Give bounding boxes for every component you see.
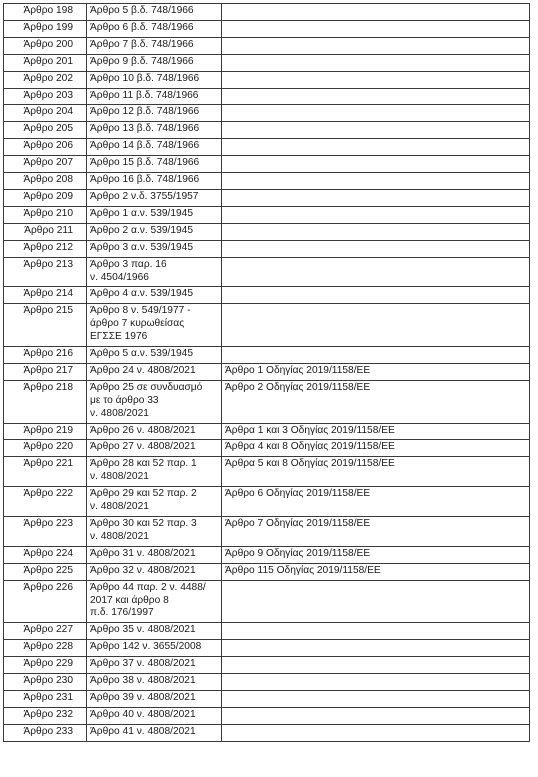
table-row [4,690,530,707]
table-row [4,640,530,657]
new-article-cell: Άρθρο 202 [4,71,87,88]
table-row [4,487,530,517]
new-article-cell: Άρθρο 207 [4,156,87,173]
eu-directive-cell: Άρθρα 5 και 8 Οδηγίας 2019/1158/ΕΕ [222,457,530,487]
source-provision-cell: Άρθρο 3 α.ν. 539/1945 [87,240,222,257]
new-article-cell: Άρθρο 221 [4,457,87,487]
eu-directive-cell: Άρθρο 1 Οδηγίας 2019/1158/ΕΕ [222,363,530,380]
new-article-cell: Άρθρο 220 [4,440,87,457]
source-provision-cell: Άρθρο 4 α.ν. 539/1945 [87,287,222,304]
source-provision-cell: Άρθρο 3 παρ. 16 ν. 4504/1966 [87,257,222,287]
new-article-cell: Άρθρο 200 [4,37,87,54]
source-provision-cell: Άρθρο 14 β.δ. 748/1966 [87,139,222,156]
source-provision-cell: Άρθρο 10 β.δ. 748/1966 [87,71,222,88]
eu-directive-cell: Άρθρο 2 Οδηγίας 2019/1158/ΕΕ [222,380,530,423]
table-row [4,674,530,691]
table-row [4,156,530,173]
source-provision-cell: Άρθρο 1 α.ν. 539/1945 [87,206,222,223]
table-row [4,657,530,674]
source-provision-cell: Άρθρο 44 παρ. 2 ν. 4488/ 2017 και άρθρο 8 π.δ. 176/1997 [87,580,222,623]
table-row [4,71,530,88]
source-provision-cell: Άρθρο 5 α.ν. 539/1945 [87,347,222,364]
new-article-cell: Άρθρο 208 [4,173,87,190]
eu-directive-cell [222,54,530,71]
new-article-cell: Άρθρο 233 [4,724,87,741]
eu-directive-cell [222,674,530,691]
source-provision-cell: Άρθρο 12 β.δ. 748/1966 [87,105,222,122]
eu-directive-cell [222,206,530,223]
correlation-table-page [3,3,530,742]
eu-directive-cell [222,122,530,139]
new-article-cell: Άρθρο 203 [4,88,87,105]
source-provision-cell: Άρθρο 2 α.ν. 539/1945 [87,223,222,240]
eu-directive-cell [222,657,530,674]
source-provision-cell: Άρθρο 40 ν. 4808/2021 [87,707,222,724]
eu-directive-cell [222,580,530,623]
source-provision-cell: Άρθρο 27 ν. 4808/2021 [87,440,222,457]
source-provision-cell: Άρθρο 11 β.δ. 748/1966 [87,88,222,105]
eu-directive-cell: Άρθρα 1 και 3 Οδηγίας 2019/1158/ΕΕ [222,423,530,440]
eu-directive-cell [222,189,530,206]
source-provision-cell: Άρθρο 26 ν. 4808/2021 [87,423,222,440]
table-row [4,380,530,423]
table-row [4,517,530,547]
table-row [4,139,530,156]
table-row [4,287,530,304]
table-row [4,546,530,563]
table-row [4,363,530,380]
source-provision-cell: Άρθρο 8 ν. 549/1977 - άρθρο 7 κυρωθείσας ΕΓΣΣΕ 1976 [87,304,222,347]
eu-directive-cell [222,724,530,741]
new-article-cell: Άρθρο 229 [4,657,87,674]
table-row [4,223,530,240]
eu-directive-cell [222,623,530,640]
table-row [4,423,530,440]
new-article-cell: Άρθρο 232 [4,707,87,724]
source-provision-cell: Άρθρο 16 β.δ. 748/1966 [87,173,222,190]
new-article-cell: Άρθρο 216 [4,347,87,364]
source-provision-cell: Άρθρο 5 β.δ. 748/1966 [87,4,222,21]
source-provision-cell: Άρθρο 31 ν. 4808/2021 [87,546,222,563]
new-article-cell: Άρθρο 199 [4,20,87,37]
new-article-cell: Άρθρο 212 [4,240,87,257]
new-article-cell: Άρθρο 227 [4,623,87,640]
new-article-cell: Άρθρο 215 [4,304,87,347]
new-article-cell: Άρθρο 198 [4,4,87,21]
new-article-cell: Άρθρο 218 [4,380,87,423]
source-provision-cell: Άρθρο 32 ν. 4808/2021 [87,563,222,580]
table-row [4,347,530,364]
eu-directive-cell [222,707,530,724]
table-row [4,580,530,623]
table-row [4,37,530,54]
new-article-cell: Άρθρο 231 [4,690,87,707]
eu-directive-cell [222,4,530,21]
source-provision-cell: Άρθρο 142 ν. 3655/2008 [87,640,222,657]
source-provision-cell: Άρθρο 29 και 52 παρ. 2 ν. 4808/2021 [87,487,222,517]
eu-directive-cell [222,640,530,657]
table-row [4,724,530,741]
source-provision-cell: Άρθρο 13 β.δ. 748/1966 [87,122,222,139]
source-provision-cell: Άρθρο 2 ν.δ. 3755/1957 [87,189,222,206]
source-provision-cell: Άρθρο 41 ν. 4808/2021 [87,724,222,741]
table-row [4,440,530,457]
source-provision-cell: Άρθρο 35 ν. 4808/2021 [87,623,222,640]
new-article-cell: Άρθρο 222 [4,487,87,517]
source-provision-cell: Άρθρο 7 β.δ. 748/1966 [87,37,222,54]
table-row [4,206,530,223]
table-row [4,4,530,21]
table-row [4,240,530,257]
source-provision-cell: Άρθρο 9 β.δ. 748/1966 [87,54,222,71]
table-body [4,4,530,742]
source-provision-cell: Άρθρο 25 σε συνδυασμό με το άρθρο 33 ν. 4808/2021 [87,380,222,423]
new-article-cell: Άρθρο 211 [4,223,87,240]
source-provision-cell: Άρθρο 37 ν. 4808/2021 [87,657,222,674]
table-row [4,105,530,122]
table-row [4,707,530,724]
new-article-cell: Άρθρο 230 [4,674,87,691]
new-article-cell: Άρθρο 209 [4,189,87,206]
new-article-cell: Άρθρο 206 [4,139,87,156]
new-article-cell: Άρθρο 210 [4,206,87,223]
correlation-table [3,3,530,742]
table-row [4,173,530,190]
source-provision-cell: Άρθρο 28 και 52 παρ. 1 ν. 4808/2021 [87,457,222,487]
eu-directive-cell [222,223,530,240]
source-provision-cell: Άρθρο 39 ν. 4808/2021 [87,690,222,707]
table-row [4,88,530,105]
eu-directive-cell [222,287,530,304]
table-row [4,304,530,347]
eu-directive-cell: Άρθρο 9 Οδηγίας 2019/1158/ΕΕ [222,546,530,563]
table-row [4,54,530,71]
eu-directive-cell: Άρθρο 6 Οδηγίας 2019/1158/ΕΕ [222,487,530,517]
new-article-cell: Άρθρο 219 [4,423,87,440]
table-row [4,257,530,287]
eu-directive-cell: Άρθρο 7 Οδηγίας 2019/1158/ΕΕ [222,517,530,547]
source-provision-cell: Άρθρο 6 β.δ. 748/1966 [87,20,222,37]
eu-directive-cell [222,304,530,347]
eu-directive-cell [222,139,530,156]
table-row [4,457,530,487]
source-provision-cell: Άρθρο 30 και 52 παρ. 3 ν. 4808/2021 [87,517,222,547]
new-article-cell: Άρθρο 213 [4,257,87,287]
table-row [4,563,530,580]
eu-directive-cell: Άρθρα 4 και 8 Οδηγίας 2019/1158/ΕΕ [222,440,530,457]
eu-directive-cell [222,156,530,173]
eu-directive-cell [222,37,530,54]
new-article-cell: Άρθρο 224 [4,546,87,563]
eu-directive-cell [222,690,530,707]
table-row [4,189,530,206]
new-article-cell: Άρθρο 223 [4,517,87,547]
table-row [4,122,530,139]
eu-directive-cell [222,105,530,122]
eu-directive-cell [222,347,530,364]
eu-directive-cell [222,240,530,257]
table-row [4,20,530,37]
source-provision-cell: Άρθρο 24 ν. 4808/2021 [87,363,222,380]
new-article-cell: Άρθρο 226 [4,580,87,623]
new-article-cell: Άρθρο 225 [4,563,87,580]
eu-directive-cell [222,257,530,287]
new-article-cell: Άρθρο 214 [4,287,87,304]
new-article-cell: Άρθρο 228 [4,640,87,657]
source-provision-cell: Άρθρο 38 ν. 4808/2021 [87,674,222,691]
source-provision-cell: Άρθρο 15 β.δ. 748/1966 [87,156,222,173]
eu-directive-cell: Άρθρο 115 Οδηγίας 2019/1158/ΕΕ [222,563,530,580]
eu-directive-cell [222,20,530,37]
eu-directive-cell [222,173,530,190]
table-row [4,623,530,640]
new-article-cell: Άρθρο 201 [4,54,87,71]
new-article-cell: Άρθρο 205 [4,122,87,139]
eu-directive-cell [222,88,530,105]
new-article-cell: Άρθρο 204 [4,105,87,122]
new-article-cell: Άρθρο 217 [4,363,87,380]
eu-directive-cell [222,71,530,88]
